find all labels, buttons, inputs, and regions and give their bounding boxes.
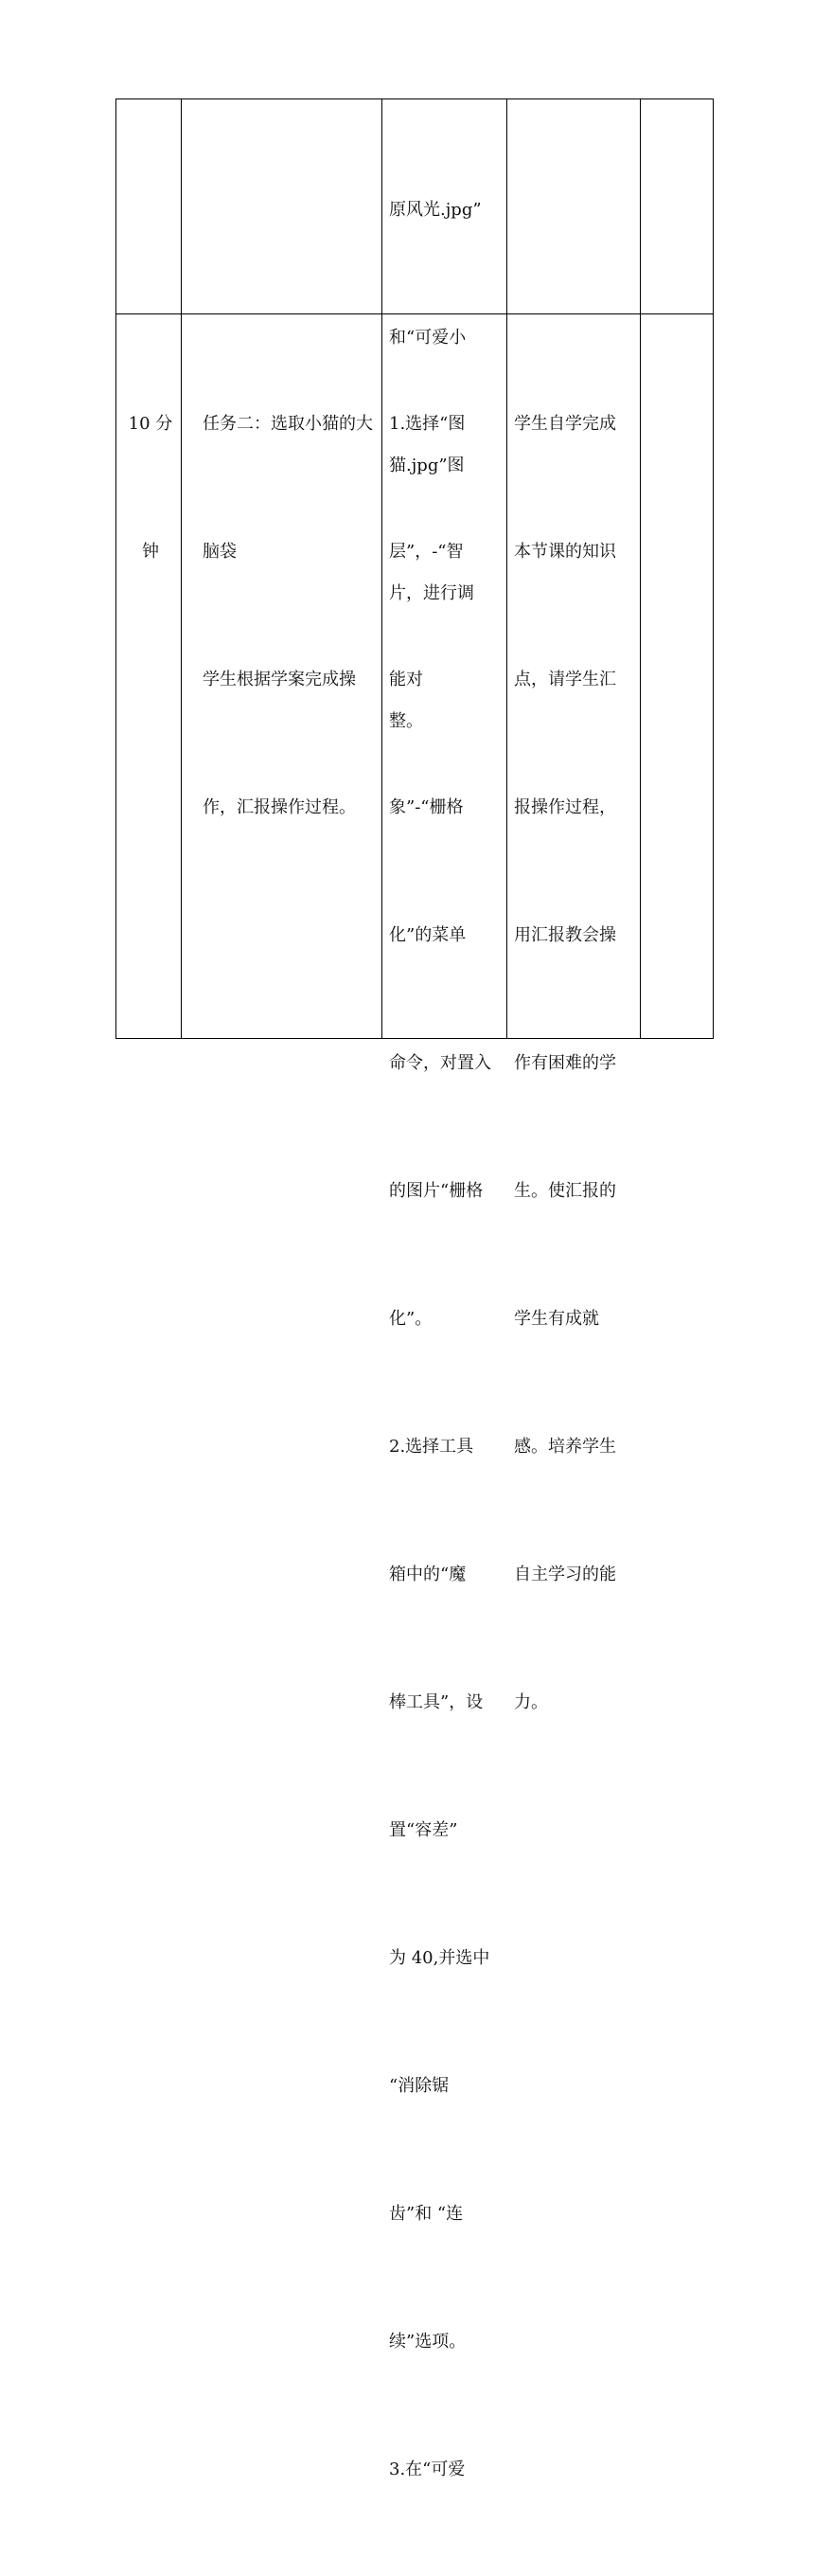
text-line: 原风光.jpg”	[389, 200, 482, 220]
text-line: 箱中的“魔	[389, 1565, 467, 1584]
text-line: 感。培养学生	[514, 1437, 616, 1457]
text-line: 学生根据学案完成操	[203, 670, 356, 689]
text-line: 生。使汇报的	[514, 1181, 616, 1201]
text-line: 化”。	[389, 1309, 433, 1329]
text-line: 本节课的知识	[514, 542, 616, 562]
text-line: 象”-“栅格	[389, 797, 464, 817]
text-line: 学生自学完成	[514, 414, 616, 434]
text-line: 作，汇报操作过程。	[203, 797, 356, 817]
text-line: 续”选项。	[389, 2332, 467, 2352]
text-line: 10 分	[128, 414, 173, 434]
lesson-plan-table	[115, 98, 714, 2479]
text-line: 自主学习的能	[514, 1565, 616, 1584]
text-line: 点，请学生汇	[514, 670, 616, 689]
time-cell	[122, 317, 179, 658]
text-line: 命令，对置入	[389, 1053, 491, 1073]
text-line: 力。	[514, 1692, 548, 1712]
text-line: 片，进行调	[389, 583, 474, 603]
text-line: 脑袋	[203, 542, 237, 562]
text-line: 为 40,并选中	[389, 1948, 490, 1968]
teaching-steps-cell	[389, 317, 498, 2576]
text-line: 层”，-“智	[389, 542, 464, 562]
text-line: 整。	[389, 711, 423, 731]
text-line: 3.在“可爱	[389, 2460, 466, 2479]
text-line: 2.选择工具	[389, 1437, 474, 1457]
text-line: 1.选择“图	[389, 414, 466, 434]
text-line: 钟	[142, 542, 159, 562]
text-line: 猫.jpg”图	[389, 456, 465, 475]
text-line: 置“容差”	[389, 1820, 458, 1840]
text-line: 作有困难的学	[514, 1053, 616, 1073]
text-line: 能对	[389, 670, 423, 689]
text-line: 用汇报教会操	[514, 925, 616, 945]
text-line: 任务二：选取小猫的大	[203, 414, 373, 434]
table-row	[116, 313, 713, 2479]
text-line: 报操作过程，	[514, 797, 616, 817]
text-line: 化”的菜单	[389, 925, 467, 945]
design-intent-cell	[514, 317, 635, 1809]
text-line: 的图片“栅格	[389, 1181, 484, 1201]
task-cell	[203, 317, 392, 914]
text-line: 齿”和 “连	[389, 2204, 464, 2224]
text-line: 棒工具”，设	[389, 1692, 484, 1712]
text-line: “消除锯	[389, 2076, 450, 2096]
text-line: 和“可爱小	[389, 328, 467, 348]
text-line: 学生有成就	[514, 1309, 599, 1329]
